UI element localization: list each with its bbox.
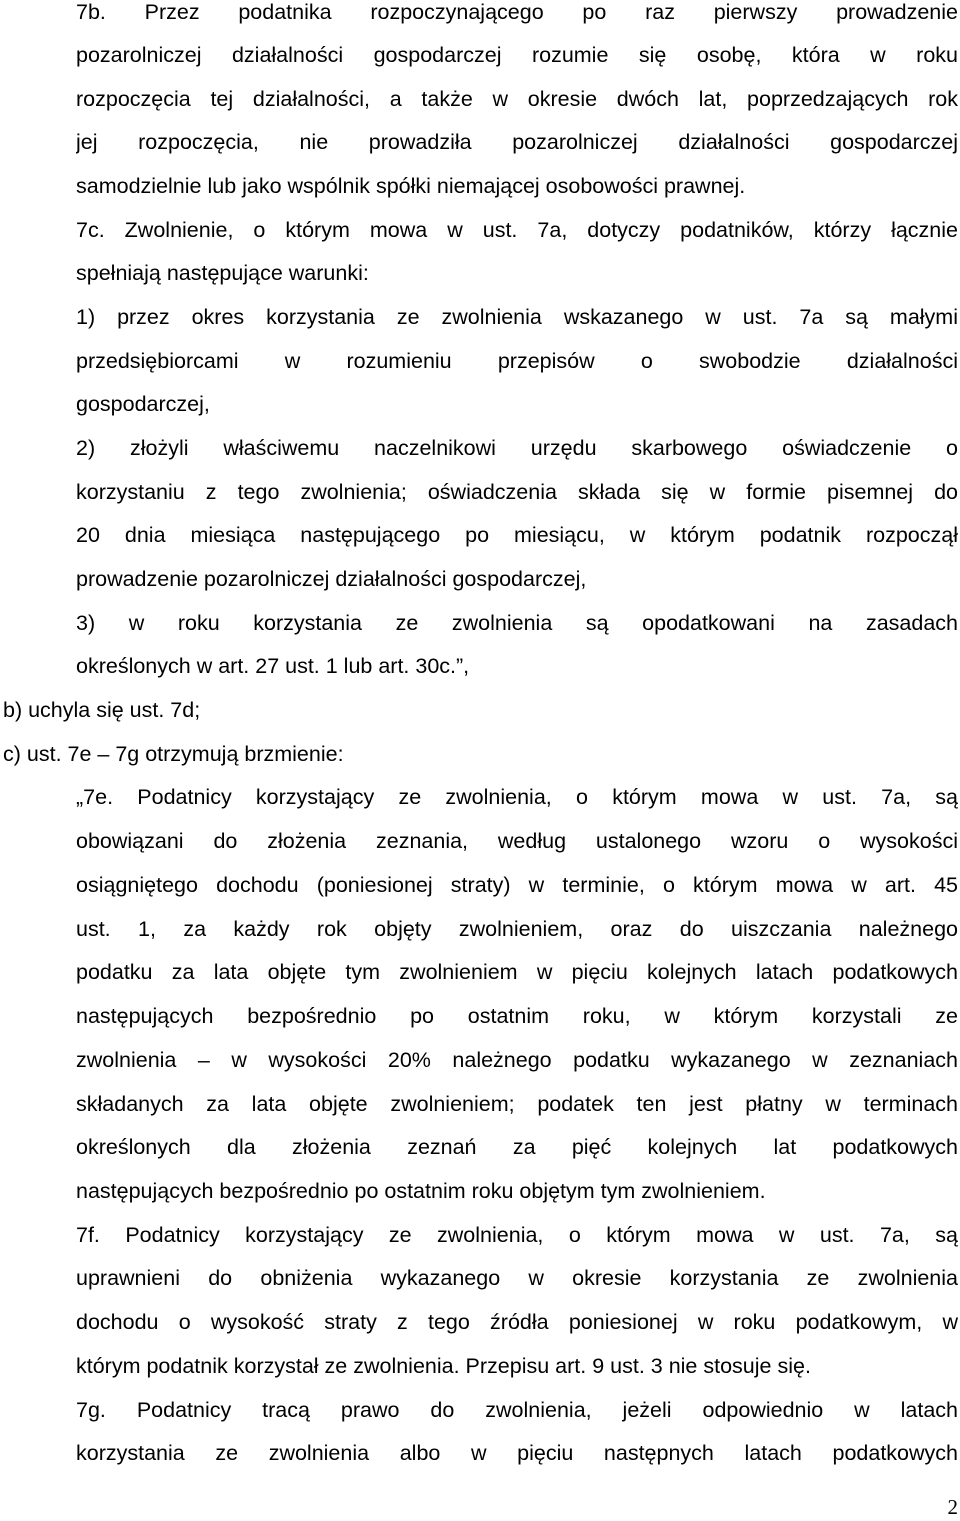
text-line: obowiązani do złożenia zeznania, według ustalonego wzoru o wysokości [76, 829, 958, 853]
text-line: 7b. Przez podatnika rozpoczynającego po raz pierwszy prowadzenie [76, 0, 958, 24]
text-line: 7c. Zwolnienie, o którym mowa w ust. 7a, dotyczy podatników, którzy łącznie [76, 218, 958, 242]
text-line: określonych dla złożenia zeznań za pięć kolejnych lat podatkowych [76, 1135, 958, 1159]
text-line: c) ust. 7e – 7g otrzymują brzmienie: [3, 742, 344, 766]
text-line: 7f. Podatnicy korzystający ze zwolnienia, o którym mowa w ust. 7a, są [76, 1223, 958, 1247]
text-line: zwolnienia – w wysokości 20% należnego podatku wykazanego w zeznaniach [76, 1048, 958, 1072]
text-line: następujących bezpośrednio po ostatnim roku, w którym korzystali ze [76, 1004, 958, 1028]
text-line: którym podatnik korzystał ze zwolnienia. Przepisu art. 9 ust. 3 nie stosuje się. [76, 1354, 811, 1378]
text-line: podatku za lata objęte tym zwolnieniem w pięciu kolejnych latach podatkowych [76, 960, 958, 984]
text-line: spełniają następujące warunki: [76, 261, 369, 285]
text-line: 7g. Podatnicy tracą prawo do zwolnienia, jeżeli odpowiednio w latach [76, 1398, 958, 1422]
text-line: dochodu o wysokość straty z tego źródła poniesionej w roku podatkowym, w [76, 1310, 958, 1334]
text-line: korzystaniu z tego zwolnienia; oświadczenia składa się w formie pisemnej do [76, 480, 958, 504]
text-line: przedsiębiorcami w rozumieniu przepisów o swobodzie działalności [76, 349, 958, 373]
page-number: 2 [947, 1495, 958, 1519]
text-line: 1) przez okres korzystania ze zwolnienia wskazanego w ust. 7a są małymi [76, 305, 958, 329]
text-line: rozpoczęcia tej działalności, a także w okresie dwóch lat, poprzedzających rok [76, 87, 958, 111]
text-line: gospodarczej, [76, 392, 210, 416]
text-line: prowadzenie pozarolniczej działalności gospodarczej, [76, 567, 587, 591]
text-line: „7e. Podatnicy korzystający ze zwolnienia, o którym mowa w ust. 7a, są [76, 785, 958, 809]
text-line: osiągniętego dochodu (poniesionej straty) w terminie, o którym mowa w art. 45 [76, 873, 958, 897]
text-line: b) uchyla się ust. 7d; [3, 698, 201, 722]
text-line: korzystania ze zwolnienia albo w pięciu następnych latach podatkowych [76, 1441, 958, 1465]
text-line: jej rozpoczęcia, nie prowadziła pozarolniczej działalności gospodarczej [76, 130, 958, 154]
text-line: pozarolniczej działalności gospodarczej rozumie się osobę, która w roku [76, 43, 958, 67]
text-line: 3) w roku korzystania ze zwolnienia są opodatkowani na zasadach [76, 611, 958, 635]
text-line: określonych w art. 27 ust. 1 lub art. 30c.”, [76, 654, 470, 678]
text-line: składanych za lata objęte zwolnieniem; podatek ten jest płatny w terminach [76, 1092, 958, 1116]
text-line: samodzielnie lub jako wspólnik spółki niemającej osobowości prawnej. [76, 174, 746, 198]
text-line: ust. 1, za każdy rok objęty zwolnieniem, oraz do uiszczania należnego [76, 917, 958, 941]
text-line: 20 dnia miesiąca następującego po miesiącu, w którym podatnik rozpoczął [76, 523, 958, 547]
text-line: uprawnieni do obniżenia wykazanego w okresie korzystania ze zwolnienia [76, 1266, 958, 1290]
text-line: następujących bezpośrednio po ostatnim roku objętym tym zwolnieniem. [76, 1179, 766, 1203]
text-line: 2) złożyli właściwemu naczelnikowi urzędu skarbowego oświadczenie o [76, 436, 958, 460]
